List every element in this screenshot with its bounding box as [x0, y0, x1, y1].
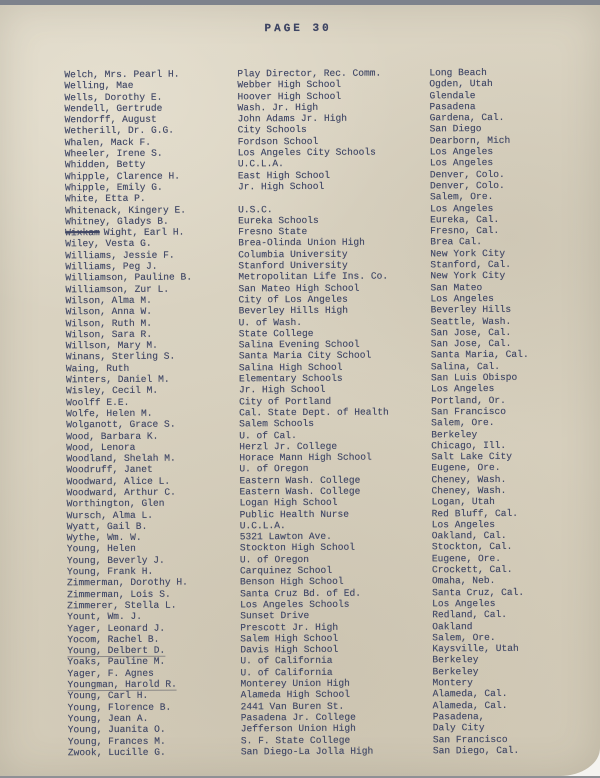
location-cell: Eugene, Ore.	[432, 552, 587, 564]
institution-cell: Eastern Wash. College	[239, 474, 431, 486]
location-cell: Salina, Cal.	[431, 360, 586, 372]
name-cell: Woolff E.E.	[66, 396, 239, 408]
name-cell: Wilson, Anna W.	[66, 306, 239, 318]
name-cell: Wythe, Wm. W.	[67, 531, 240, 543]
location-cell: San Jose, Cal.	[431, 338, 586, 350]
location-cell: Pasadena,	[433, 710, 588, 722]
location-cell: Logan, Utah	[432, 496, 587, 508]
page-content	[0, 3, 600, 777]
institution-cell	[238, 200, 430, 201]
name-cell: Young, Jean A.	[68, 712, 241, 724]
name-cell: Wolganott, Grace S.	[66, 419, 239, 431]
name-cell: Young, Frances M.	[68, 735, 241, 747]
location-cell: San Francisco	[431, 405, 586, 417]
institution-cell: Herzl Jr. College	[239, 440, 431, 452]
location-cell: San Diego, Cal.	[433, 744, 588, 756]
institution-cell: U. of Oregon	[239, 463, 431, 475]
institution-cell: Jefferson Union High	[241, 723, 433, 735]
location-cell: Ogden, Utah	[429, 78, 584, 90]
name-cell: Whipple, Emily G.	[65, 181, 238, 193]
location-cell: Stanford, Cal.	[430, 259, 585, 271]
institution-cell: State College	[239, 327, 431, 339]
institution-cell: U. of Cal.	[239, 429, 431, 441]
name-cell: Woodward, Alice L.	[66, 475, 239, 487]
directory-list	[64, 67, 588, 759]
institution-cell: Wash. Jr. High	[237, 101, 429, 113]
institution-cell: Cal. State Dept. of Health	[239, 406, 431, 418]
name-cell: Waing, Ruth	[66, 362, 239, 374]
location-cell: Fresno, Cal.	[430, 225, 585, 237]
institution-cell: Beverley Hills High	[239, 305, 431, 317]
name-cell: Youngman, Harold R.	[68, 678, 241, 690]
institution-cell: Los Angeles Schools	[240, 598, 432, 610]
location-cell: Oakland, Cal.	[432, 530, 587, 542]
name-cell: Woodward, Arthur C.	[67, 486, 240, 498]
name-cell: Zimmerman, Dorothy H.	[67, 577, 240, 589]
name-cell: Zimmerman, Lois S.	[67, 588, 240, 600]
name-cell: Yocom, Rachel B.	[67, 633, 240, 645]
location-cell: Cheney, Wash.	[431, 473, 586, 485]
name-cell: Winters, Daniel M.	[66, 373, 239, 385]
institution-cell: San Diego-La Jolla High	[241, 745, 433, 757]
institution-cell: Prescott Jr. High	[240, 621, 432, 633]
name-cell: Wiley, Vesta G.	[65, 238, 238, 250]
name-cell: Williams, Peg J.	[65, 260, 238, 272]
location-cell: Chicago, Ill.	[431, 439, 586, 451]
location-cell: Red Bluff, Cal.	[432, 507, 587, 519]
location-cell: New York City	[430, 247, 585, 259]
name-cell: Whipple, Clarence H.	[65, 170, 238, 182]
institution-cell: U. of Oregon	[240, 553, 432, 565]
name-cell: Young, Juanita O.	[68, 724, 241, 736]
location-cell: Long Beach	[429, 67, 584, 79]
struck-text: Wixkam	[65, 227, 100, 238]
institution-cell: U. of Wash.	[239, 316, 431, 328]
institution-cell: Jr. High School	[239, 384, 431, 396]
location-cell: Seattle, Wash.	[431, 315, 586, 327]
name-cell: Yount, Wm. J.	[67, 611, 240, 623]
name-cell: Wheeler, Irene S.	[65, 147, 238, 159]
name-cell: Zimmerer, Stella L.	[67, 599, 240, 611]
location-cell: Los Angeles	[430, 202, 585, 214]
name-cell: Wixkam Wight, Earl H.	[65, 226, 238, 238]
name-cell: Young, Delbert D.	[67, 644, 240, 656]
institution-cell: City of Portland	[239, 395, 431, 407]
institution-cell: Stockton High School	[240, 542, 432, 554]
name-cell: Whitenack, Kingery E.	[65, 204, 238, 216]
location-cell: Salt Lake City	[431, 451, 586, 463]
location-cell: San Mateo	[430, 281, 585, 293]
location-cell: Los Angeles	[430, 157, 585, 169]
institution-cell: Play Director, Rec. Comm.	[237, 67, 429, 79]
location-cell: Alameda, Cal.	[433, 688, 588, 700]
name-cell: White, Etta P.	[65, 193, 238, 205]
institution-cell: Carquinez School	[240, 564, 432, 576]
name-cell: Yoaks, Pauline M.	[67, 656, 240, 668]
location-cell: Los Angeles	[431, 383, 586, 395]
name-cell: Wilson, Ruth M.	[66, 317, 239, 329]
location-cell: Crockett, Cal.	[432, 564, 587, 576]
name-cell: Wendorff, August	[65, 114, 238, 126]
location-cell: Gardena, Cal.	[430, 112, 585, 124]
document-page	[0, 5, 600, 776]
institution-cell: Fordson School	[238, 135, 430, 147]
name-cell: Wetherill, Dr. G.G.	[65, 125, 238, 137]
institution-cell: U. of California	[240, 655, 432, 667]
location-cell: Stockton, Cal.	[432, 541, 587, 553]
institution-cell: Fresno State	[238, 225, 430, 237]
location-cell: Montery	[433, 677, 588, 689]
name-cell: Welch, Mrs. Pearl H.	[64, 68, 237, 80]
institution-cell: Salina Evening School	[239, 338, 431, 350]
name-cell: Wisley, Cecil M.	[66, 385, 239, 397]
institution-cell: 5321 Lawton Ave.	[240, 530, 432, 542]
name-cell: Young, Florence B.	[68, 701, 241, 713]
name-cell: Young, Frank H.	[67, 565, 240, 577]
name-cell: Winans, Sterling S.	[66, 351, 239, 363]
name-cell: Whidden, Betty	[65, 159, 238, 171]
institution-cell: Metropolitan Life Ins. Co.	[238, 271, 430, 283]
institution-cell: U.C.L.A.	[238, 158, 430, 170]
institution-cell: Benson High School	[240, 576, 432, 588]
name-cell: Willson, Mary M.	[66, 339, 239, 351]
name-cell: Wells, Dorothy E.	[64, 91, 237, 103]
institution-cell: Alameda High School	[241, 689, 433, 701]
institution-cell: 2441 Van Buren St.	[241, 700, 433, 712]
location-cell: Beverley Hills	[431, 304, 586, 316]
name-cell: Wood, Lenora	[66, 441, 239, 453]
institution-cell: Columbia University	[238, 248, 430, 260]
institution-cell: Los Angeles City Schools	[238, 146, 430, 158]
name-cell: Yager, Leonard J.	[67, 622, 240, 634]
institution-cell: Horace Mann High School	[239, 451, 431, 463]
institution-cell: Webber High School	[237, 79, 429, 91]
name-cell: Williamson, Pauline B.	[65, 272, 238, 284]
institution-cell: City of Los Angeles	[238, 293, 430, 305]
institution-cell: Stanford University	[238, 259, 430, 271]
name-cell: Worthington, Glen	[67, 498, 240, 510]
location-cell: Cheney, Wash.	[431, 484, 586, 496]
institution-cell: Hoover High School	[237, 90, 429, 102]
institution-cell: Salem Schools	[239, 418, 431, 430]
name-cell: Young, Helen	[67, 543, 240, 555]
institution-cell: Salem High School	[240, 632, 432, 644]
location-cell: Daly City	[433, 722, 588, 734]
location-cell: Santa Cruz, Cal.	[432, 586, 587, 598]
location-cell: Salem, Ore.	[432, 631, 587, 643]
location-cell: Pasadena	[429, 100, 584, 112]
location-cell: Salem, Ore.	[431, 417, 586, 429]
name-cell: Williamson, Zur L.	[65, 283, 238, 295]
institution-cell: Monterey Union High	[241, 677, 433, 689]
location-cell: Eugene, Ore.	[431, 462, 586, 474]
location-cell: Los Angeles	[430, 146, 585, 158]
institution-cell: Elementary Schools	[239, 372, 431, 384]
location-cell: Dearborn, Mich	[430, 134, 585, 146]
institution-cell: Sunset Drive	[240, 610, 432, 622]
location-cell: Salem, Ore.	[430, 191, 585, 203]
location-cell: Alameda, Cal.	[433, 699, 588, 711]
institution-cell: Brea-Olinda Union High	[238, 237, 430, 249]
location-cell: Glendale	[429, 89, 584, 101]
name-cell: Woodland, Shelah M.	[66, 452, 239, 464]
location-cell: San Jose, Cal.	[431, 326, 586, 338]
location-cell: Berkeley	[432, 654, 587, 666]
location-cell: Santa Maria, Cal.	[431, 349, 586, 361]
institution-cell: Salina High School	[239, 361, 431, 373]
location-cell: Berkeley	[432, 665, 587, 677]
name-cell: Whalen, Mack F.	[65, 136, 238, 148]
institution-cell: Eureka Schools	[238, 214, 430, 226]
location-cell: Denver, Colo.	[430, 179, 585, 191]
page-header: PAGE 30	[0, 21, 598, 36]
location-cell: Redland, Cal.	[432, 609, 587, 621]
location-cell: San Francisco	[433, 733, 588, 745]
institution-cell: San Mateo High School	[238, 282, 430, 294]
location-cell: Kaysville, Utah	[432, 643, 587, 655]
name-cell: Woodruff, Janet	[66, 464, 239, 476]
name-cell: Wolfe, Helen M.	[66, 407, 239, 419]
name-cell: Williams, Jessie F.	[65, 249, 238, 261]
institution-cell: City Schools	[238, 124, 430, 136]
name-cell: Wood, Barbara K.	[66, 430, 239, 442]
name-cell: Young, Carl H.	[68, 690, 241, 702]
location-cell: San Diego	[430, 123, 585, 135]
location-cell: Omaha, Neb.	[432, 575, 587, 587]
institution-cell: S. F. State College	[241, 734, 433, 746]
name-cell: Wendell, Gertrude	[64, 102, 237, 114]
location-cell: Portland, Or.	[431, 394, 586, 406]
institution-cell: Logan High School	[240, 497, 432, 509]
institution-cell: Santa Cruz Bd. of Ed.	[240, 587, 432, 599]
directory-row	[68, 744, 588, 758]
name-cell: Wilson, Sara R.	[66, 328, 239, 340]
institution-cell: Pasadena Jr. College	[241, 711, 433, 723]
name-cell: Wilson, Alma M.	[65, 294, 238, 306]
location-cell: Los Angeles	[432, 597, 587, 609]
institution-cell: Public Health Nurse	[240, 508, 432, 520]
name-cell: Zwook, Lucille G.	[68, 746, 241, 758]
name-cell: Young, Beverly J.	[67, 554, 240, 566]
location-cell: Eureka, Cal.	[430, 213, 585, 225]
institution-cell: East High School	[238, 169, 430, 181]
location-cell: Los Angeles	[432, 518, 587, 530]
institution-cell: Davis High School	[240, 643, 432, 655]
institution-cell: Eastern Wash. College	[240, 485, 432, 497]
name-cell: Wyatt, Gail B.	[67, 520, 240, 532]
institution-cell: Santa Maria City School	[239, 350, 431, 362]
name-cell: Whitney, Gladys B.	[65, 215, 238, 227]
name-cell: Wursch, Alma L.	[67, 509, 240, 521]
institution-cell: U. of California	[240, 666, 432, 678]
institution-cell: U.C.L.A.	[240, 519, 432, 531]
location-cell: Berkeley	[431, 428, 586, 440]
location-cell: New York City	[430, 270, 585, 282]
institution-cell: U.S.C.	[238, 203, 430, 215]
institution-cell: Jr. High School	[238, 180, 430, 192]
location-cell: Oakland	[432, 620, 587, 632]
name-cell: Yager, F. Agnes	[67, 667, 240, 679]
name-cell: Welling, Mae	[64, 80, 237, 92]
institution-cell: John Adams Jr. High	[238, 113, 430, 125]
location-cell: Los Angeles	[430, 292, 585, 304]
location-cell: San Luis Obispo	[431, 372, 586, 384]
location-cell: Brea Cal.	[430, 236, 585, 248]
location-cell: Denver, Colo.	[430, 168, 585, 180]
